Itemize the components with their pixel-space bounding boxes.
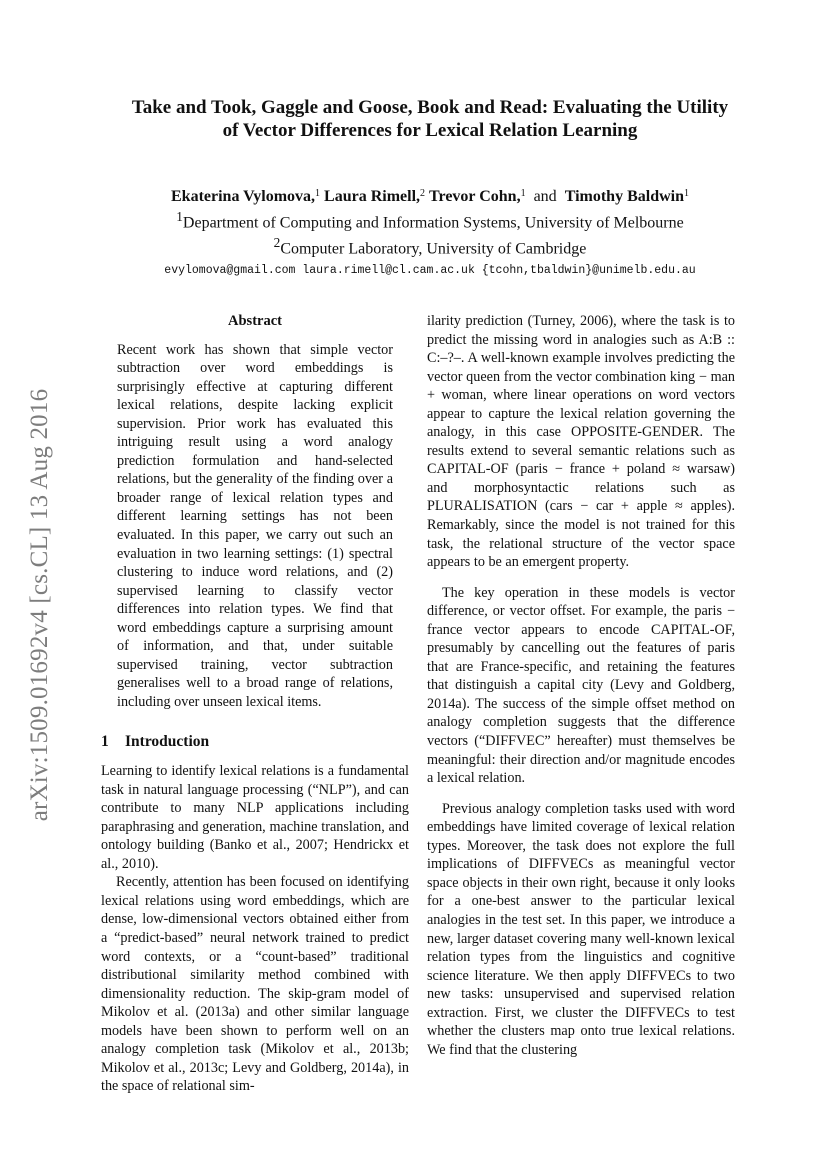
abstract <box>101 341 409 712</box>
affiliation-1-mark: 1 <box>176 209 183 224</box>
author-list <box>80 184 780 207</box>
affiliation-2-mark: 2 <box>273 235 281 251</box>
arxiv-stamp-text: arXiv:1509.01692v4 [cs.CL] 13 Aug 2016 <box>26 388 53 822</box>
affiliation-2-text: Computer Laboratory, University of Cambridge <box>280 240 587 258</box>
affiliation-1-text: Department of Computing and Information Systems, University of Melbourne <box>182 214 684 232</box>
paper-header <box>80 96 780 279</box>
author-3-affil: 1 <box>520 188 526 199</box>
author-4: Timothy Baldwin <box>564 188 684 205</box>
section-heading-introduction <box>101 733 409 752</box>
author-3: Trevor Cohn, <box>429 188 521 205</box>
paper-title <box>80 96 780 142</box>
author-2-affil: 2 <box>420 188 426 199</box>
arxiv-stamp <box>12 350 68 860</box>
affiliation-1 <box>80 207 780 233</box>
intro-paragraph-3: The key operation in these models is vector difference, or vector offset. For example, the paris − france vector appears to encode CAPITAL-OF, presumably by cancelling out the features of paris that are France-specific, and retaining the features that distinguish a capital city (Levy and Goldberg, 2014a). The success of the simple offset method on analogy completion suggests that the difference vectors (“DIFFVEC” hereafter) must themselves be meaningful: their direction and/or magnitude encodes a lexical relation. <box>427 584 735 787</box>
section-number: 1 <box>101 733 109 751</box>
intro-paragraph-2-start: Recently, attention has been focused on identifying lexical relations using word embeddings, which are dense, low-dimensional vectors obtained either from a “predict-based” neural network trained to predict word contexts, or a “count-based” traditional distributional similarity method combined with dimensionality reduction. The skip-gram model of Mikolov et al. (2013a) and other similar language models have been shown to perform well on an analogy completion task (Mikolov et al., 2013b; Mikolov et al., 2013c; Levy and Goldberg, 2014a), in the space of relational sim- <box>101 874 409 1095</box>
abstract-text: Recent work has shown that simple vector subtraction over word embeddings is surprisingly effective at capturing different lexical relations, despite lacking explicit supervision. Prior work has evaluated this intriguing result using a word analogy prediction formulation and hand-selected relations, but the generality of the finding over a broader range of lexical relation types and different learning settings has not been evaluated. In this paper, we carry out such an evaluation in two learning settings: (1) spectral clustering to induce word relations, and (2) supervised learning to classify vector differences into relation types. We find that word embeddings capture a surprising amount of information, and that, under suitable supervised training, vector subtraction generalises well to a broad range of relations, including over unseen lexical items. <box>117 341 393 710</box>
intro-paragraph-1: Learning to identify lexical relations is a fundamental task in natural language processing (“NLP”), and can contribute to many NLP applications including paraphrasing and generation, machine translation, and ontology building (Banko et al., 2007; Hendrickx et al., 2010). <box>101 763 409 872</box>
abstract-heading: Abstract <box>228 313 282 329</box>
right-column <box>427 312 735 1059</box>
title-line-2: of Vector Differences for Lexical Relation Learning <box>222 120 638 141</box>
author-emails: evylomova@gmail.com laura.rimell@cl.cam.ac.uk {tcohn,tbaldwin}@unimelb.edu.au <box>164 263 696 277</box>
affiliation-2 <box>80 233 780 259</box>
author-4-affil: 1 <box>683 188 689 199</box>
intro-paragraph-4: Previous analogy completion tasks used with word embeddings have limited coverage of lexical relation types. Moreover, the task does not explore the full implications of DIFFVECs as meaningful vector space objects in their own right, because it only looks for a one-best answer to the particular lexical analogies in the test set. In this paper, we introduce a new, larger dataset covering many well-known lexical relation types from the linguistics and cognitive science literature. We then apply DIFFVECs to two new tasks: unsupervised and supervised relation extraction. First, we cluster the DIFFVECs to test whether the clusters map onto true lexical relations. We find that the clustering <box>427 800 735 1058</box>
author-1: Ekaterina Vylomova, <box>171 188 316 205</box>
author-and: and <box>533 188 557 205</box>
intro-paragraph-2-end: ilarity prediction (Turney, 2006), where the task is to predict the missing word in analogies such as A:B :: C:–?–. A well-known example involves predicting the vector queen from the vector combination king − man + woman, where linear operations on word vectors appear to capture the lexical relation governing the analogy, in this case OPPOSITE-GENDER. The results extend to several semantic relations such as CAPITAL-OF (paris − france + poland ≈ warsaw) and morphosyntactic relations such as PLURALISATION (cars − car + apple ≈ apples). Remarkably, since the model is not trained for this task, the relational structure of the vector space appears to be an emergent property. <box>427 313 735 571</box>
left-column <box>101 312 409 1096</box>
title-line-1: Take and Took, Gaggle and Goose, Book and Read: Evaluating the Utility <box>131 97 729 118</box>
section-title: Introduction <box>125 733 210 751</box>
author-1-affil: 1 <box>315 188 321 199</box>
author-2: Laura Rimell, <box>324 188 421 205</box>
